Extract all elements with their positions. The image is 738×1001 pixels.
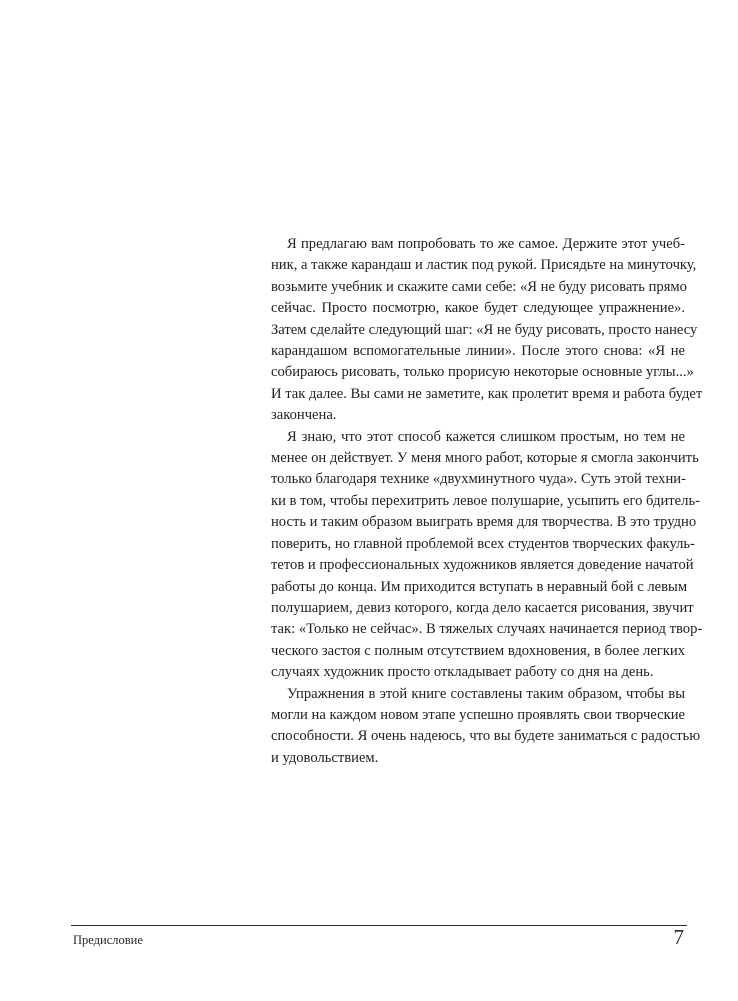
paragraph-1-line-4: сейчас. Просто посмотрю, какое будет следующее упражнение».	[271, 300, 685, 317]
paragraph-1-line-1: Я предлагаю вам попробовать то же самое. Держите этот учеб-	[287, 236, 685, 252]
paragraph-2-line-9: полушарием, девиз которого, когда дело касается рисования, звучит	[271, 599, 694, 616]
paragraph-1-line-7: собираюсь рисовать, только прорисую некоторые основные углы...»	[271, 364, 694, 381]
paragraph-2-line-7: тетов и профессиональных художников является доведение начатой	[271, 557, 694, 574]
paragraph-1-line-2: ник, а также карандаш и ластик под рукой. Присядьте на минуточку,	[271, 257, 697, 274]
footer-section-title: Предисловие	[73, 933, 143, 947]
body-text	[271, 234, 703, 769]
paragraph-3-line-4: и удовольствием.	[271, 749, 379, 766]
footer-divider	[71, 925, 687, 926]
paragraph-1-line-8: И так далее. Вы сами не заметите, как пролетит время и работа будет	[271, 385, 703, 402]
paragraph-1-line-5: Затем сделайте следующий шаг: «Я не буду рисовать, просто нанесу	[271, 321, 698, 338]
page-number: 7	[673, 925, 684, 949]
paragraph-2-line-4: ки в том, чтобы перехитрить левое полушарие, усыпить его бдитель-	[271, 492, 700, 509]
paragraph-1-line-3: возьмите учебник и скажите сами себе: «Я не буду рисовать прямо	[271, 278, 687, 295]
paragraph-2-line-2: менее он действует. У меня много работ, которые я смогла закончить	[271, 450, 699, 467]
paragraph-2-line-6: поверить, но главной проблемой всех студентов творческих факуль-	[271, 535, 695, 552]
paragraph-1-line-6: карандашом вспомогательные линии». После этого снова: «Я не	[271, 343, 685, 360]
paragraph-2-line-3: только благодаря технике «двухминутного чуда». Суть этой техни-	[271, 471, 686, 488]
paragraph-2-line-8: работы до конца. Им приходится вступать в неравный бой с левым	[271, 578, 688, 595]
paragraph-3-line-1: Упражнения в этой книге составлены таким образом, чтобы вы	[287, 685, 685, 702]
paragraph-2-line-12: случаях художник просто откладывает работу со дня на день.	[271, 664, 654, 681]
paragraph-3-line-3: способности. Я очень надеюсь, что вы будете заниматься с радостью	[271, 728, 701, 745]
paragraph-1-line-9: закончена.	[271, 407, 337, 424]
paragraph-2-line-10: так: «Только не сейчас». В тяжелых случаях начинается период твор-	[271, 621, 703, 638]
paragraph-2-line-11: ческого застоя с полным отсутствием вдохновения, в более легких	[271, 642, 685, 659]
paragraph-3-line-2: могли на каждом новом этапе успешно проявлять свои творческие	[271, 706, 685, 723]
paragraph-2-line-1: Я знаю, что этот способ кажется слишком простым, но тем не	[287, 428, 685, 445]
paragraph-2-line-5: ность и таким образом выиграть время для творчества. В это трудно	[271, 514, 697, 531]
